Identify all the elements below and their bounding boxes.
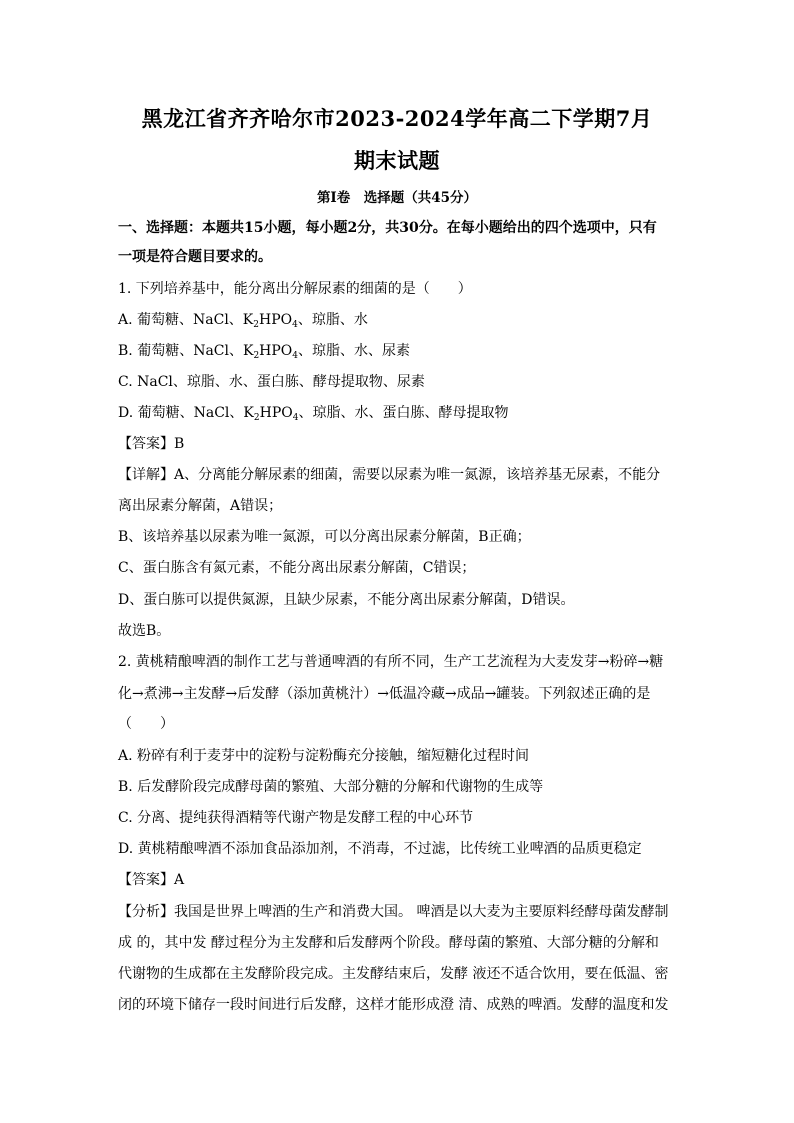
q2-analysis-line: 闭的环境下储存一段时间进行后发酵，这样才能形成澄 清、成熟的啤酒。发酵的温度和发 [118,997,669,1013]
q2-option-b: B. 后发酵阶段完成酵母菌的繁殖、大部分糖的分解和代谢物的生成等 [118,779,544,795]
q2-analysis-line: 代谢物的生成都在主发酵阶段完成。主发酵结束后，发酵 液还不适合饮用，要在低温、密 [118,966,669,982]
q1-answer: 【答案】B [118,436,185,452]
q1-stem: 1. 下列培养基中，能分离出分解尿素的细菌的是（ ） [118,281,472,297]
q1-option-c: C. NaCl、琼脂、水、蛋白胨、酵母提取物、尿素 [118,374,425,390]
q1-detail-line: D、蛋白胨可以提供氮源，且缺少尿素，不能分离出尿素分解菌，D错误。 [118,592,575,608]
section-header: 第Ⅰ卷 选择题（共45分） [316,190,478,206]
q2-analysis-line: 成 的，其中发 酵过程分为主发酵和后发酵两个阶段。酵母菌的繁殖、大部分糖的分解和 [118,935,659,951]
q2-option-d: D. 黄桃精酿啤酒不添加食品添加剂，不消毒，不过滤，比传统工业啤酒的品质更稳定 [118,841,642,857]
q2-option-a: A. 粉碎有利于麦芽中的淀粉与淀粉酶充分接触，缩短糖化过程时间 [118,748,530,764]
q2-stem-line: 化→煮沸→主发酵→后发酵（添加黄桃汁）→低温冷藏→成品→罐装。下列叙述正确的是 [118,686,651,702]
document-title-line2: 期末试题 [354,148,440,173]
q2-analysis-line: 【分析】我国是世界上啤酒的生产和消费大国。 啤酒是以大麦为主要原料经酵母菌发酵制 [118,904,669,920]
q1-option-a: A. 葡萄糖、NaCl、$K_2HPO_4$、琼脂、水 [118,312,368,330]
q1-option-b: B. 葡萄糖、NaCl、$K_2HPO_4$、琼脂、水、尿素 [118,343,411,361]
q1-detail-line: C、蛋白胨含有氮元素，不能分离出尿素分解菌，C错误； [118,560,476,576]
q2-option-c: C. 分离、提纯获得酒精等代谢产物是发酵工程的中心环节 [118,810,474,826]
q2-answer: 【答案】A [118,872,185,888]
q1-option-d: D. 葡萄糖、NaCl、$K_2HPO_4$、琼脂、水、蛋白胨、酵母提取物 [118,405,509,423]
q1-detail-line: 【详解】A、分离能分解尿素的细菌，需要以尿素为唯一氮源，该培养基无尿素，不能分 [118,467,661,483]
document-title: 黑龙江省齐齐哈尔市2023-2024学年高二下学期7月 [141,106,653,131]
instructions-line-2: 一项是符合题目要求的。 [118,249,272,265]
q1-detail-line: 离出尿素分解菌，A错误； [118,498,283,514]
q1-detail-line: 故选B。 [118,623,171,639]
q2-stem-line: 2. 黄桃精酿啤酒的制作工艺与普通啤酒的有所不同，生产工艺流程为大麦发芽→粉碎→糖 [118,654,664,670]
q2-stem-line: （ ） [118,716,174,732]
q1-detail-line: B、该培养基以尿素为唯一氮源，可以分离出尿素分解菌，B正确； [118,529,531,545]
instructions-line-1: 一、选择题：本题共15小题，每小题2分，共30分。在每小题给出的四个选项中，只有 [118,220,657,236]
